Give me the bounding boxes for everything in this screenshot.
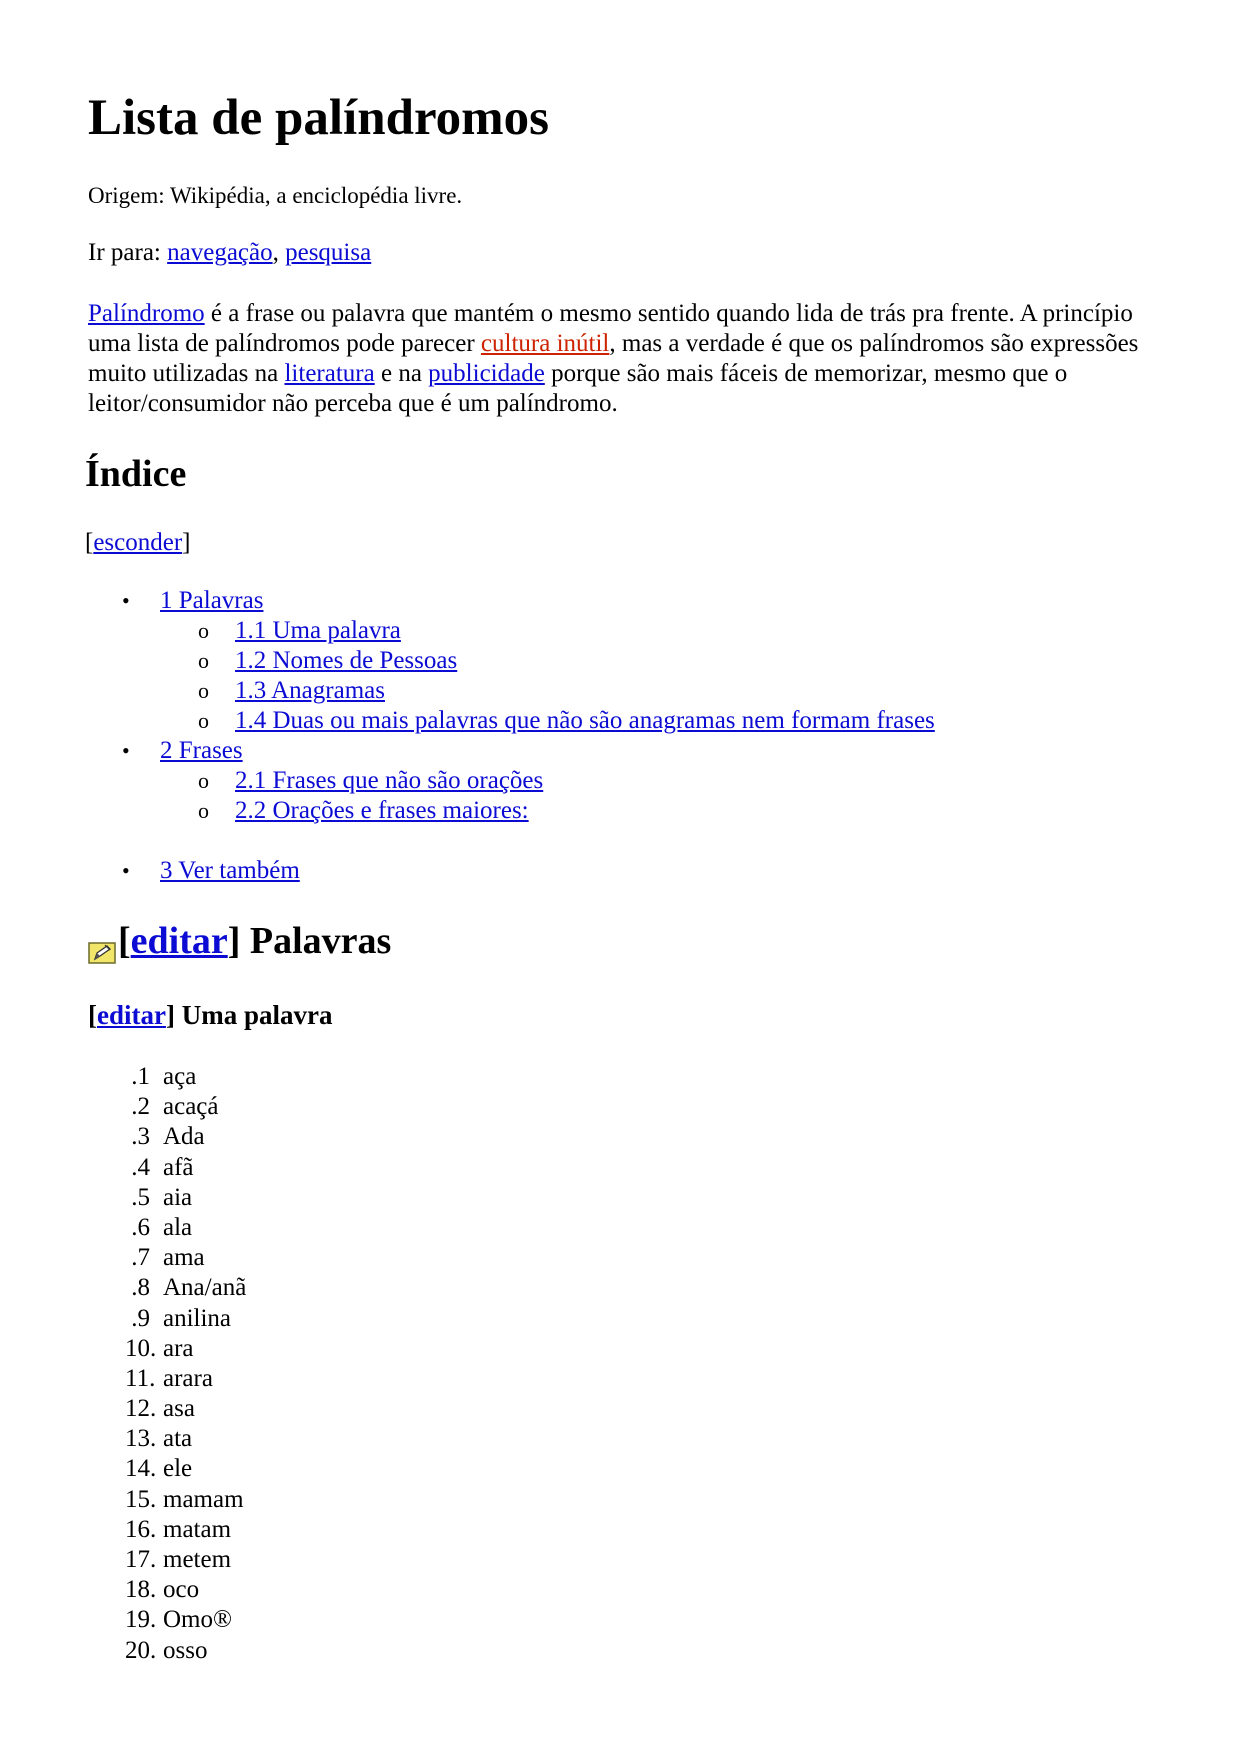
jump-prefix: Ir para: [88, 239, 168, 266]
list-word: ara [163, 1334, 194, 1362]
intro-text-4: porque são mais fáceis de memorizar, mesmo que o leitor/consumidor não perceba que é um palíndromo. [88, 360, 1068, 417]
section-heading-palavras [88, 917, 391, 965]
list-number: 17. [125, 1546, 157, 1573]
bullet-disc-icon: • [122, 588, 130, 613]
page-title: Lista de palíndromos [88, 90, 549, 146]
edit-section-palavras-link[interactable]: editar [130, 920, 228, 962]
list-word: oco [163, 1576, 200, 1604]
bullet-circle-icon: o [198, 618, 209, 643]
edit-pencil-icon[interactable] [88, 929, 116, 953]
list-number: 11. [125, 1364, 156, 1392]
list-word: asa [163, 1395, 195, 1423]
jump-separator: , [272, 239, 286, 266]
list-number: 18. [125, 1576, 157, 1604]
toc-link-frases[interactable]: 2 Frases [160, 737, 243, 764]
list-number: 14. [125, 1455, 157, 1483]
list-word: aia [163, 1183, 193, 1211]
literatura-link[interactable]: literatura [284, 360, 375, 387]
list-word: anilina [163, 1304, 232, 1332]
list-number: 10. [125, 1334, 157, 1362]
edit-bracket-close: ] [227, 920, 241, 962]
list-number: 20. [125, 1636, 157, 1664]
list-number: 13. [125, 1425, 157, 1453]
toc-link-anagramas[interactable]: 1.3 Anagramas [235, 677, 385, 704]
toc-link-palavras[interactable]: 1 Palavras [160, 587, 264, 614]
edit-bracket-open: [ [88, 1000, 97, 1030]
bullet-circle-icon: o [198, 678, 209, 703]
bullet-circle-icon: o [198, 768, 209, 793]
list-word: Ana/anã [163, 1274, 247, 1302]
section-title-palavras: Palavras [240, 920, 392, 962]
list-word: acaçá [163, 1093, 219, 1121]
list-word: ama [163, 1244, 205, 1272]
list-number: 16. [125, 1515, 157, 1543]
intro-text-3: e na [374, 360, 429, 387]
list-number: 15. [125, 1485, 157, 1513]
section-heading-uma-palavra [88, 998, 332, 1032]
toc-title: Índice [85, 453, 187, 495]
bullet-circle-icon: o [198, 798, 209, 823]
list-word: Ada [163, 1123, 205, 1151]
toc-link-uma-palavra[interactable]: 1.1 Uma palavra [235, 617, 401, 644]
bullet-circle-icon: o [198, 708, 209, 733]
list-number: 19. [125, 1606, 157, 1634]
list-word: matam [163, 1515, 232, 1543]
edit-bracket-open: [ [118, 920, 131, 962]
list-word: Omo® [163, 1606, 232, 1634]
list-number: 12. [125, 1395, 157, 1423]
toc-link-ver-tambem[interactable]: 3 Ver também [160, 857, 300, 884]
list-word: aça [163, 1063, 197, 1090]
origin-line: Origem: Wikipédia, a enciclopédia livre. [88, 183, 463, 208]
toc-link-nomes-de-pessoas[interactable]: 1.2 Nomes de Pessoas [235, 647, 458, 674]
list-word: ala [163, 1213, 193, 1241]
publicidade-link[interactable]: publicidade [428, 360, 545, 387]
list-word: ata [163, 1425, 193, 1453]
toc-hide-bracket-close: ] [182, 529, 191, 556]
cultura-inutil-link[interactable]: cultura inútil [480, 330, 610, 357]
bullet-disc-icon: • [122, 738, 130, 763]
toc-hide-link[interactable]: esconder [93, 529, 183, 556]
navigation-link[interactable]: navegação [167, 239, 273, 266]
list-word: metem [163, 1546, 232, 1573]
intro-text-2: , mas a verdade é que os palíndromos são expressões muito utilizadas na [88, 330, 1139, 387]
toc-link-frases-nao-oracoes[interactable]: 2.1 Frases que não são orações [235, 767, 544, 794]
jump-to-line [88, 237, 371, 269]
edit-bracket-close: ] [165, 1000, 175, 1030]
bullet-disc-icon: • [122, 858, 130, 883]
section-title-uma-palavra: Uma palavra [174, 1000, 333, 1030]
toc-link-duas-ou-mais-palavras[interactable]: 1.4 Duas ou mais palavras que não são anagramas nem formam frases [235, 707, 935, 734]
edit-section-uma-palavra-link[interactable]: editar [97, 1000, 166, 1030]
toc-hide-bracket-open: [ [85, 529, 94, 556]
list-word: osso [163, 1636, 208, 1664]
list-word: mamam [163, 1485, 244, 1513]
palindromo-link[interactable]: Palíndromo [88, 300, 205, 327]
list-word: arara [163, 1364, 213, 1392]
toc-hide-toggle [85, 527, 191, 559]
list-word: afã [163, 1153, 194, 1181]
toc-link-oracoes-e-frases-maiores[interactable]: 2.2 Orações e frases maiores: [235, 797, 529, 824]
intro-paragraph [88, 299, 1168, 419]
list-word: ele [163, 1455, 193, 1483]
bullet-circle-icon: o [198, 648, 209, 673]
intro-text-1: é a frase ou palavra que mantém o mesmo sentido quando lida de trás pra frente. A princípio uma lista de palíndromos pode parecer [88, 300, 1133, 357]
search-link[interactable]: pesquisa [285, 239, 372, 266]
